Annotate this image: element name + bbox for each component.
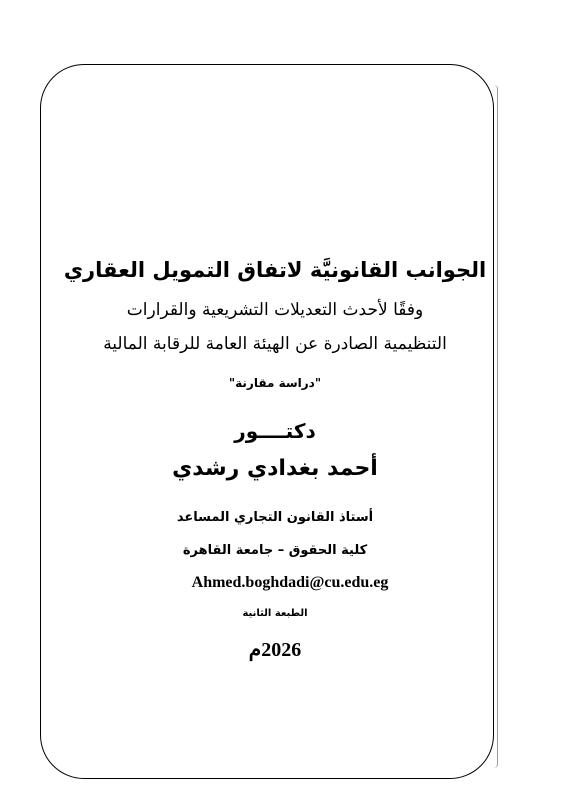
subtitle-line-1: وفقًا لأحدث التعديلات التشريعية والقرارات (126, 300, 424, 320)
study-type: "دراسة مقارنة" (228, 376, 322, 390)
author-name: أحمد بغدادي رشدي (172, 456, 378, 481)
book-title: الجوانب القانونيَّة لاتفاق التمويل العقاري (63, 258, 487, 282)
publication-year: 2026م (248, 639, 302, 661)
author-position: أستاذ القانون التجاري المساعد (176, 510, 374, 525)
edition-label: الطبعة الثانية (242, 608, 308, 619)
author-email: Ahmed.boghdadi@cu.edu.eg (191, 574, 389, 591)
author-faculty: كلية الحقوق – جامعة القاهرة (182, 543, 368, 558)
author-degree: دكتــــور (234, 419, 316, 443)
subtitle-line-2: التنظيمية الصادرة عن الهيئة العامة للرقابة المالية (103, 334, 447, 354)
